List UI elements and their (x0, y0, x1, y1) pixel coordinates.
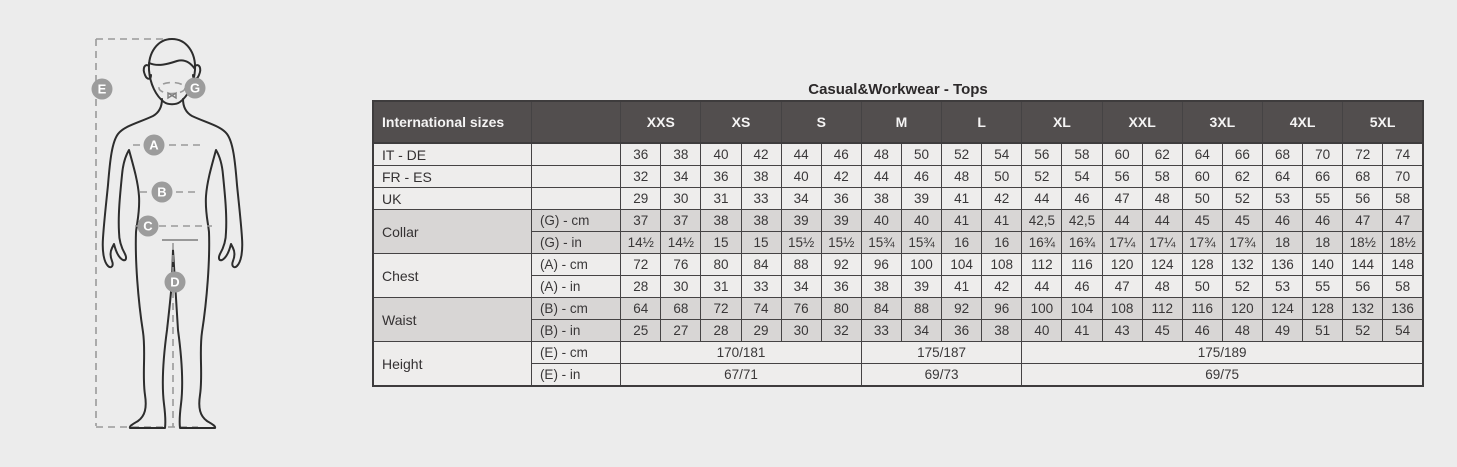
size-cell: 40 (1022, 320, 1062, 342)
size-cell: 96 (982, 298, 1022, 320)
size-cell: 18 (1262, 232, 1302, 254)
size-cell: 66 (1222, 143, 1262, 166)
size-cell: 45 (1222, 210, 1262, 232)
size-cell: 43 (1102, 320, 1142, 342)
size-cell: 148 (1383, 254, 1423, 276)
size-cell: 128 (1303, 298, 1343, 320)
size-cell: 58 (1062, 143, 1102, 166)
size-cell: 54 (1383, 320, 1423, 342)
table-row (373, 320, 1423, 342)
size-cell: 76 (661, 254, 701, 276)
size-cell: 66 (1303, 166, 1343, 188)
size-cell: 44 (781, 143, 821, 166)
size-cell: 36 (621, 143, 661, 166)
size-cell: 74 (1383, 143, 1423, 166)
size-cell: 70 (1303, 143, 1343, 166)
size-cell: 55 (1303, 188, 1343, 210)
unit-label (531, 166, 620, 188)
height-span-cell: 69/73 (861, 364, 1021, 387)
size-cell: 17¾ (1182, 232, 1222, 254)
size-cell: 64 (621, 298, 661, 320)
size-cell: 64 (1262, 166, 1302, 188)
size-cell: 72 (1343, 143, 1383, 166)
size-cell: 29 (741, 320, 781, 342)
size-cell: 36 (701, 166, 741, 188)
size-cell: 15½ (821, 232, 861, 254)
size-cell: 42 (982, 276, 1022, 298)
size-cell: 16¾ (1062, 232, 1102, 254)
size-cell: 41 (942, 188, 982, 210)
size-cell: 74 (741, 298, 781, 320)
size-group-header-xxs: XXS (621, 101, 701, 143)
size-cell: 17¼ (1102, 232, 1142, 254)
size-cell: 64 (1182, 143, 1222, 166)
table-row (373, 210, 1423, 232)
unit-label: (A) - cm (531, 254, 620, 276)
size-cell: 50 (901, 143, 941, 166)
size-cell: 48 (1222, 320, 1262, 342)
size-cell: 17¼ (1142, 232, 1182, 254)
size-cell: 38 (741, 166, 781, 188)
unit-column-header (531, 101, 620, 143)
size-cell: 76 (781, 298, 821, 320)
size-cell: 124 (1142, 254, 1182, 276)
size-cell: 41 (942, 276, 982, 298)
size-cell: 37 (621, 210, 661, 232)
size-cell: 80 (821, 298, 861, 320)
size-cell: 28 (621, 276, 661, 298)
body-measurement-figure (50, 0, 310, 467)
size-cell: 42 (821, 166, 861, 188)
marker-c-label: C (143, 218, 153, 234)
size-cell: 18 (1303, 232, 1343, 254)
size-cell: 54 (1062, 166, 1102, 188)
size-cell: 32 (821, 320, 861, 342)
size-cell: 34 (661, 166, 701, 188)
size-cell: 46 (1182, 320, 1222, 342)
size-group-header-l: L (942, 101, 1022, 143)
size-group-header-s: S (781, 101, 861, 143)
size-cell: 34 (781, 188, 821, 210)
size-cell: 16 (982, 232, 1022, 254)
size-cell: 53 (1262, 276, 1302, 298)
size-cell: 38 (861, 276, 901, 298)
size-cell: 36 (942, 320, 982, 342)
size-cell: 104 (1062, 298, 1102, 320)
size-cell: 32 (621, 166, 661, 188)
height-span-cell: 69/75 (1022, 364, 1423, 387)
table-corner-header: International sizes (373, 101, 531, 143)
size-cell: 47 (1102, 276, 1142, 298)
size-cell: 28 (701, 320, 741, 342)
size-cell: 27 (661, 320, 701, 342)
table-row (373, 232, 1423, 254)
size-cell: 40 (701, 143, 741, 166)
size-cell: 15 (701, 232, 741, 254)
size-cell: 38 (861, 188, 901, 210)
size-cell: 132 (1222, 254, 1262, 276)
size-cell: 104 (942, 254, 982, 276)
size-group-header-xl: XL (1022, 101, 1102, 143)
size-cell: 112 (1022, 254, 1062, 276)
size-cell: 38 (982, 320, 1022, 342)
size-cell: 56 (1022, 143, 1062, 166)
size-cell: 46 (1062, 188, 1102, 210)
size-cell: 88 (781, 254, 821, 276)
row-label: UK (373, 188, 531, 210)
size-cell: 41 (1062, 320, 1102, 342)
unit-label: (E) - in (531, 364, 620, 387)
hair-line (149, 60, 195, 69)
size-cell: 96 (861, 254, 901, 276)
size-cell: 44 (861, 166, 901, 188)
size-cell: 55 (1303, 276, 1343, 298)
size-cell: 39 (901, 188, 941, 210)
size-cell: 29 (621, 188, 661, 210)
size-cell: 30 (661, 188, 701, 210)
size-cell: 46 (1262, 210, 1302, 232)
size-cell: 68 (661, 298, 701, 320)
size-cell: 100 (1022, 298, 1062, 320)
size-cell: 92 (821, 254, 861, 276)
size-cell: 41 (942, 210, 982, 232)
unit-label: (B) - in (531, 320, 620, 342)
size-cell: 16¾ (1022, 232, 1062, 254)
marker-b-label: B (157, 184, 167, 200)
size-cell: 120 (1102, 254, 1142, 276)
height-span-cell: 67/71 (621, 364, 862, 387)
height-span-cell: 175/189 (1022, 342, 1423, 364)
size-cell: 52 (942, 143, 982, 166)
size-cell: 124 (1262, 298, 1302, 320)
size-group-header-4xl: 4XL (1262, 101, 1342, 143)
size-cell: 44 (1142, 210, 1182, 232)
size-cell: 30 (781, 320, 821, 342)
size-cell: 34 (781, 276, 821, 298)
size-cell: 50 (1182, 276, 1222, 298)
size-cell: 50 (1182, 188, 1222, 210)
size-cell: 56 (1102, 166, 1142, 188)
row-label: IT - DE (373, 143, 531, 166)
size-cell: 37 (661, 210, 701, 232)
size-group-header-xs: XS (701, 101, 781, 143)
size-cell: 46 (821, 143, 861, 166)
unit-label (531, 188, 620, 210)
size-cell: 58 (1142, 166, 1182, 188)
size-table-section (372, 80, 1424, 387)
table-row (373, 364, 1423, 387)
size-cell: 112 (1142, 298, 1182, 320)
size-cell: 52 (1343, 320, 1383, 342)
size-cell: 16 (942, 232, 982, 254)
size-cell: 72 (701, 298, 741, 320)
unit-label (531, 143, 620, 166)
row-label: Waist (373, 298, 531, 342)
size-cell: 14½ (621, 232, 661, 254)
size-cell: 38 (661, 143, 701, 166)
size-cell: 17¾ (1222, 232, 1262, 254)
size-cell: 62 (1142, 143, 1182, 166)
size-cell: 60 (1182, 166, 1222, 188)
header-row (373, 101, 1423, 143)
row-label: Collar (373, 210, 531, 254)
size-cell: 39 (821, 210, 861, 232)
unit-label: (G) - in (531, 232, 620, 254)
size-cell: 132 (1343, 298, 1383, 320)
size-cell: 68 (1262, 143, 1302, 166)
size-cell: 15¾ (901, 232, 941, 254)
size-cell: 15 (741, 232, 781, 254)
size-cell: 136 (1262, 254, 1302, 276)
size-cell: 116 (1182, 298, 1222, 320)
size-group-header-xxl: XXL (1102, 101, 1182, 143)
size-cell: 108 (982, 254, 1022, 276)
size-group-header-3xl: 3XL (1182, 101, 1262, 143)
size-cell: 52 (1222, 276, 1262, 298)
size-cell: 68 (1343, 166, 1383, 188)
size-cell: 45 (1182, 210, 1222, 232)
size-cell: 52 (1022, 166, 1062, 188)
height-span-cell: 170/181 (621, 342, 862, 364)
size-cell: 46 (901, 166, 941, 188)
row-label: Height (373, 342, 531, 387)
size-cell: 120 (1222, 298, 1262, 320)
row-label: FR - ES (373, 166, 531, 188)
size-cell: 62 (1222, 166, 1262, 188)
unit-label: (E) - cm (531, 342, 620, 364)
size-cell: 50 (982, 166, 1022, 188)
size-cell: 49 (1262, 320, 1302, 342)
size-cell: 44 (1022, 276, 1062, 298)
size-cell: 36 (821, 276, 861, 298)
size-cell: 44 (1022, 188, 1062, 210)
size-cell: 36 (821, 188, 861, 210)
size-cell: 56 (1343, 276, 1383, 298)
size-cell: 47 (1343, 210, 1383, 232)
size-cell: 38 (701, 210, 741, 232)
unit-label: (B) - cm (531, 298, 620, 320)
size-cell: 144 (1343, 254, 1383, 276)
size-cell: 25 (621, 320, 661, 342)
marker-e-label: E (97, 81, 107, 97)
table-row (373, 143, 1423, 166)
size-cell: 100 (901, 254, 941, 276)
size-cell: 48 (861, 143, 901, 166)
size-cell: 116 (1062, 254, 1102, 276)
size-cell: 46 (1303, 210, 1343, 232)
size-cell: 30 (661, 276, 701, 298)
size-cell: 33 (741, 188, 781, 210)
size-cell: 39 (901, 276, 941, 298)
size-cell: 58 (1383, 276, 1423, 298)
size-cell: 40 (781, 166, 821, 188)
size-cell: 70 (1383, 166, 1423, 188)
size-cell: 46 (1062, 276, 1102, 298)
table-row (373, 166, 1423, 188)
size-cell: 84 (741, 254, 781, 276)
size-cell: 44 (1102, 210, 1142, 232)
size-cell: 42 (982, 188, 1022, 210)
size-cell: 54 (982, 143, 1022, 166)
size-cell: 31 (701, 276, 741, 298)
size-cell: 128 (1182, 254, 1222, 276)
marker-a-label: A (149, 137, 159, 153)
table-row (373, 254, 1423, 276)
size-cell: 14½ (661, 232, 701, 254)
size-cell: 53 (1262, 188, 1302, 210)
size-table (372, 100, 1424, 387)
size-group-header-m: M (861, 101, 941, 143)
size-cell: 92 (942, 298, 982, 320)
size-cell: 42 (741, 143, 781, 166)
size-cell: 33 (741, 276, 781, 298)
size-cell: 18½ (1343, 232, 1383, 254)
collar-line (159, 83, 185, 94)
height-span-cell: 175/187 (861, 342, 1021, 364)
size-cell: 15¾ (861, 232, 901, 254)
size-cell: 58 (1383, 188, 1423, 210)
unit-label: (A) - in (531, 276, 620, 298)
size-cell: 42,5 (1022, 210, 1062, 232)
unit-label: (G) - cm (531, 210, 620, 232)
size-cell: 41 (982, 210, 1022, 232)
size-cell: 48 (942, 166, 982, 188)
size-cell: 48 (1142, 188, 1182, 210)
size-cell: 47 (1383, 210, 1423, 232)
table-row (373, 188, 1423, 210)
size-cell: 15½ (781, 232, 821, 254)
size-cell: 42,5 (1062, 210, 1102, 232)
size-cell: 136 (1383, 298, 1423, 320)
table-row (373, 298, 1423, 320)
size-cell: 72 (621, 254, 661, 276)
size-cell: 60 (1102, 143, 1142, 166)
size-cell: 40 (901, 210, 941, 232)
size-group-header-5xl: 5XL (1343, 101, 1423, 143)
size-cell: 88 (901, 298, 941, 320)
table-row (373, 342, 1423, 364)
size-cell: 38 (741, 210, 781, 232)
size-cell: 40 (861, 210, 901, 232)
size-cell: 140 (1303, 254, 1343, 276)
size-cell: 39 (781, 210, 821, 232)
table-row (373, 276, 1423, 298)
size-cell: 80 (701, 254, 741, 276)
table-title: Casual&Workwear - Tops (808, 81, 988, 98)
size-cell: 18½ (1383, 232, 1423, 254)
size-cell: 34 (901, 320, 941, 342)
marker-g-label: G (189, 80, 201, 96)
size-cell: 47 (1102, 188, 1142, 210)
row-label: Chest (373, 254, 531, 298)
size-cell: 84 (861, 298, 901, 320)
size-cell: 56 (1343, 188, 1383, 210)
size-cell: 45 (1142, 320, 1182, 342)
size-cell: 33 (861, 320, 901, 342)
size-cell: 48 (1142, 276, 1182, 298)
size-cell: 51 (1303, 320, 1343, 342)
marker-d-label: D (170, 274, 180, 290)
size-cell: 52 (1222, 188, 1262, 210)
size-cell: 108 (1102, 298, 1142, 320)
size-cell: 31 (701, 188, 741, 210)
